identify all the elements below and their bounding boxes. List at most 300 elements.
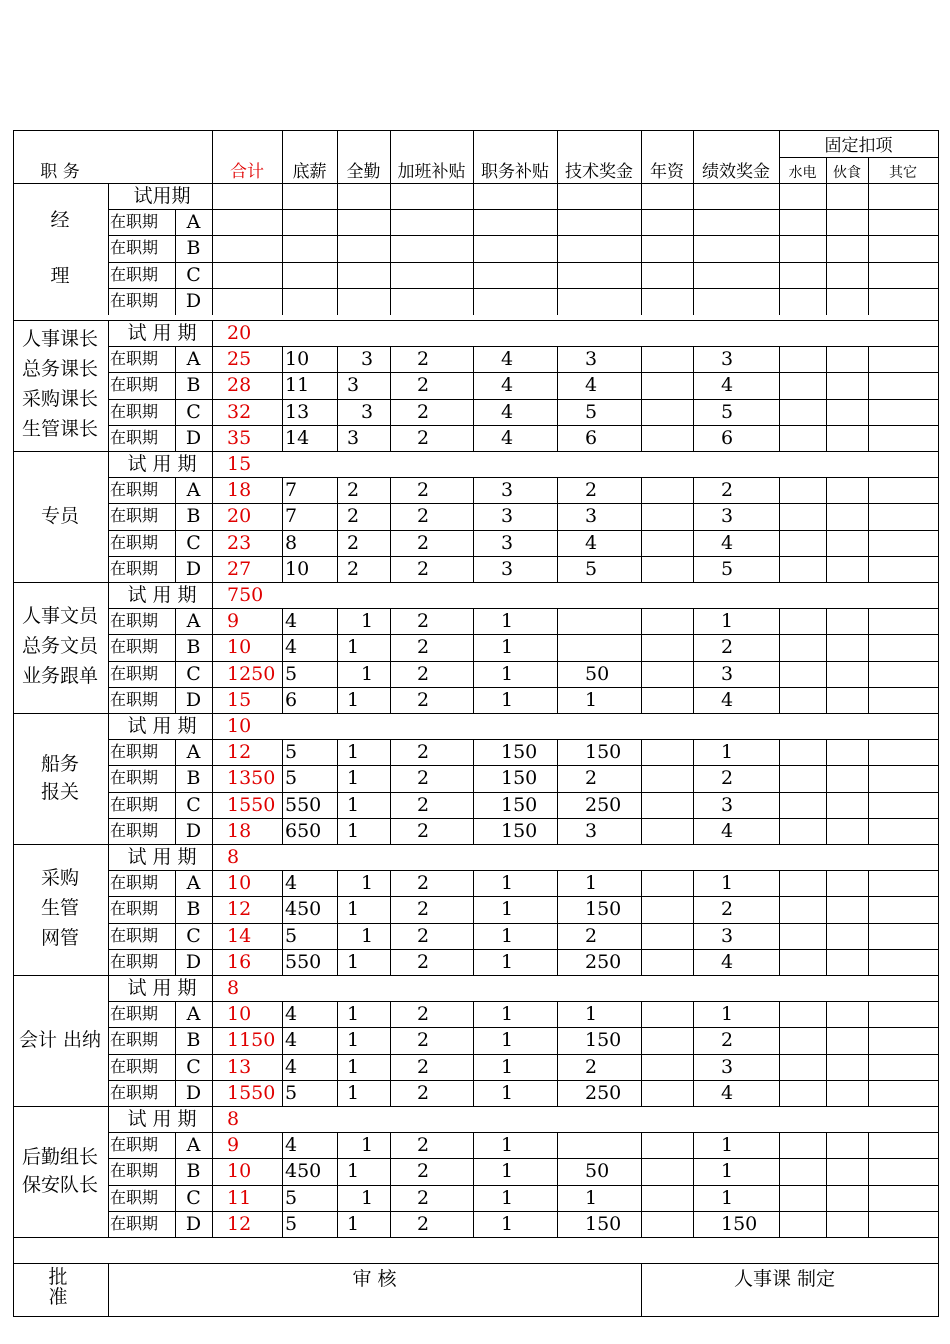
status-label: 在职期 bbox=[110, 375, 159, 394]
grade-label: C bbox=[186, 532, 201, 554]
cell-attend: 2 bbox=[347, 479, 360, 501]
cell-base: 5 bbox=[285, 925, 298, 947]
grid-line bbox=[108, 975, 109, 1107]
grid-line bbox=[641, 739, 642, 845]
cell-attend: 1 bbox=[347, 1003, 360, 1025]
cell-overtime: 2 bbox=[417, 741, 430, 763]
grid-line bbox=[390, 870, 391, 976]
grid-line bbox=[13, 1106, 939, 1107]
cell-tech: 250 bbox=[585, 951, 622, 973]
cell-tech: 1 bbox=[585, 1003, 598, 1025]
grid-line bbox=[337, 870, 338, 976]
grid-line bbox=[108, 765, 939, 766]
grid-line bbox=[826, 346, 827, 452]
grid-line bbox=[13, 183, 939, 184]
group-title-line: 人事文员 bbox=[21, 605, 99, 627]
row-total: 10 bbox=[227, 872, 252, 894]
grid-line bbox=[108, 503, 939, 504]
cell-overtime: 2 bbox=[417, 1082, 430, 1104]
grid-line bbox=[693, 870, 694, 976]
grade-label: B bbox=[186, 505, 201, 527]
row-total: 1550 bbox=[227, 794, 276, 816]
grid-line bbox=[693, 1001, 694, 1107]
probation-label: 试 用 期 bbox=[127, 1108, 197, 1130]
grid-line bbox=[826, 1001, 827, 1107]
grid-line bbox=[108, 209, 939, 210]
cell-tech: 4 bbox=[585, 532, 598, 554]
grid-line bbox=[641, 608, 642, 714]
cell-tech: 2 bbox=[585, 1056, 598, 1078]
status-label: 在职期 bbox=[110, 1214, 159, 1233]
grid-line bbox=[779, 608, 780, 714]
grade-label: A bbox=[186, 872, 201, 894]
cell-perf: 1 bbox=[721, 1187, 734, 1209]
header-col-0: 合计 bbox=[230, 162, 264, 182]
grade-label: C bbox=[186, 1187, 201, 1209]
grid-line bbox=[779, 130, 780, 184]
grid-line bbox=[390, 346, 391, 452]
grade-label: B bbox=[186, 1029, 201, 1051]
cell-perf: 4 bbox=[721, 951, 734, 973]
grid-line bbox=[337, 608, 338, 714]
row-total: 1150 bbox=[227, 1029, 276, 1051]
cell-base: 550 bbox=[285, 794, 322, 816]
cell-perf: 1 bbox=[721, 610, 734, 632]
probation-label: 试 用 期 bbox=[127, 715, 197, 737]
cell-duty: 1 bbox=[501, 1056, 514, 1078]
grid-line bbox=[108, 608, 939, 609]
grid-line bbox=[282, 477, 283, 583]
grade-label: B bbox=[186, 374, 201, 396]
grid-line bbox=[693, 130, 694, 184]
grid-line bbox=[337, 739, 338, 845]
status-label: 在职期 bbox=[110, 291, 159, 310]
cell-base: 450 bbox=[285, 1160, 322, 1182]
grade-label: C bbox=[186, 925, 201, 947]
row-total: 1250 bbox=[227, 663, 276, 685]
cell-tech: 2 bbox=[585, 479, 598, 501]
group-title-line: 后勤组长 bbox=[21, 1146, 99, 1168]
grid-line bbox=[175, 346, 176, 452]
probation-label: 试 用 期 bbox=[127, 322, 197, 344]
cell-base: 10 bbox=[285, 558, 310, 580]
cell-overtime: 2 bbox=[417, 663, 430, 685]
grid-line bbox=[473, 1132, 474, 1238]
group-title-line: 总务文员 bbox=[21, 635, 99, 657]
grade-label: A bbox=[186, 610, 201, 632]
grid-line bbox=[337, 130, 338, 184]
group-title-line: 经 bbox=[50, 209, 70, 231]
grid-line bbox=[390, 477, 391, 583]
status-label: 在职期 bbox=[110, 952, 159, 971]
grid-line bbox=[108, 687, 939, 688]
approve-label: 批 bbox=[48, 1266, 68, 1288]
cell-duty: 1 bbox=[501, 1160, 514, 1182]
grade-label: A bbox=[186, 1003, 201, 1025]
grade-label: D bbox=[185, 290, 202, 312]
grid-line bbox=[282, 346, 283, 452]
grid-line bbox=[557, 130, 558, 184]
cell-attend: 3 bbox=[361, 348, 374, 370]
cell-overtime: 2 bbox=[417, 505, 430, 527]
grid-line bbox=[108, 1132, 939, 1133]
grade-label: B bbox=[186, 1160, 201, 1182]
grid-line bbox=[108, 949, 939, 950]
cell-tech: 250 bbox=[585, 1082, 622, 1104]
status-label: 在职期 bbox=[110, 899, 159, 918]
status-label: 在职期 bbox=[110, 428, 159, 447]
cell-tech: 50 bbox=[585, 1160, 610, 1182]
grid-line bbox=[641, 183, 642, 315]
cell-duty: 1 bbox=[501, 636, 514, 658]
header-deductions-title: 固定扣项 bbox=[824, 136, 893, 156]
header-col-4: 职务补贴 bbox=[481, 162, 549, 182]
grid-line bbox=[175, 739, 176, 845]
grid-line bbox=[175, 1001, 176, 1107]
row-total: 23 bbox=[227, 532, 252, 554]
grid-line bbox=[13, 975, 939, 976]
grid-line bbox=[175, 209, 176, 315]
grid-line bbox=[108, 1080, 939, 1081]
grid-line bbox=[212, 320, 213, 452]
cell-duty: 1 bbox=[501, 951, 514, 973]
grid-line bbox=[108, 661, 939, 662]
grid-line bbox=[826, 608, 827, 714]
grid-line bbox=[13, 713, 939, 714]
status-label: 在职期 bbox=[110, 1030, 159, 1049]
grid-line bbox=[337, 183, 338, 315]
cell-perf: 1 bbox=[721, 741, 734, 763]
grade-label: C bbox=[186, 663, 201, 685]
cell-perf: 2 bbox=[721, 479, 734, 501]
header-col-1: 底薪 bbox=[292, 162, 327, 182]
probation-label: 试 用 期 bbox=[127, 846, 197, 868]
grid-line bbox=[779, 477, 780, 583]
cell-perf: 1 bbox=[721, 872, 734, 894]
grid-line bbox=[175, 477, 176, 583]
grid-line bbox=[13, 582, 939, 583]
cell-perf: 4 bbox=[721, 374, 734, 396]
grid-line bbox=[212, 1106, 213, 1238]
cell-duty: 1 bbox=[501, 925, 514, 947]
cell-attend: 3 bbox=[361, 401, 374, 423]
status-label: 在职期 bbox=[110, 265, 159, 284]
grid-line bbox=[473, 130, 474, 184]
grid-line bbox=[13, 1316, 939, 1317]
cell-base: 5 bbox=[285, 741, 298, 763]
grid-line bbox=[108, 923, 939, 924]
cell-overtime: 2 bbox=[417, 1160, 430, 1182]
row-total: 16 bbox=[227, 951, 252, 973]
cell-tech: 250 bbox=[585, 794, 622, 816]
cell-base: 5 bbox=[285, 1213, 298, 1235]
status-label: 在职期 bbox=[110, 506, 159, 525]
probation-total: 8 bbox=[227, 1108, 240, 1130]
group-title-line: 会计 出纳 bbox=[18, 1029, 102, 1051]
cell-perf: 6 bbox=[721, 427, 734, 449]
status-label: 在职期 bbox=[110, 742, 159, 761]
cell-duty: 1 bbox=[501, 689, 514, 711]
group-title-line: 船务 bbox=[40, 753, 80, 775]
grid-line bbox=[826, 477, 827, 583]
grid-line bbox=[693, 346, 694, 452]
status-label: 在职期 bbox=[110, 873, 159, 892]
grid-line bbox=[473, 870, 474, 976]
status-label: 在职期 bbox=[110, 1004, 159, 1023]
grid-line bbox=[390, 739, 391, 845]
probation-label: 试 用 期 bbox=[127, 977, 197, 999]
grid-line bbox=[108, 1054, 939, 1055]
grid-line bbox=[108, 1027, 939, 1028]
grid-line bbox=[557, 608, 558, 714]
cell-overtime: 2 bbox=[417, 348, 430, 370]
grid-line bbox=[868, 183, 869, 315]
status-label: 在职期 bbox=[110, 1135, 159, 1154]
cell-duty: 1 bbox=[501, 1134, 514, 1156]
group-title-line: 报关 bbox=[40, 781, 80, 803]
cell-attend: 1 bbox=[361, 1134, 374, 1156]
cell-tech: 6 bbox=[585, 427, 598, 449]
cell-attend: 1 bbox=[347, 820, 360, 842]
cell-perf: 3 bbox=[721, 794, 734, 816]
grid-line bbox=[13, 844, 939, 845]
status-label: 在职期 bbox=[110, 212, 159, 231]
cell-attend: 1 bbox=[361, 663, 374, 685]
group-title-line: 网管 bbox=[40, 927, 80, 949]
grid-line bbox=[390, 1001, 391, 1107]
grade-label: D bbox=[185, 1082, 202, 1104]
cell-base: 6 bbox=[285, 689, 298, 711]
grid-line bbox=[212, 183, 213, 315]
cell-attend: 1 bbox=[361, 872, 374, 894]
cell-perf: 4 bbox=[721, 532, 734, 554]
grade-label: A bbox=[186, 348, 201, 370]
grid-line bbox=[473, 477, 474, 583]
cell-duty: 1 bbox=[501, 1187, 514, 1209]
cell-base: 5 bbox=[285, 663, 298, 685]
cell-duty: 150 bbox=[501, 741, 538, 763]
cell-overtime: 2 bbox=[417, 689, 430, 711]
cell-overtime: 2 bbox=[417, 794, 430, 816]
cell-perf: 5 bbox=[721, 401, 734, 423]
cell-overtime: 2 bbox=[417, 767, 430, 789]
status-label: 在职期 bbox=[110, 480, 159, 499]
grid-line bbox=[175, 870, 176, 976]
cell-base: 4 bbox=[285, 872, 298, 894]
row-total: 1550 bbox=[227, 1082, 276, 1104]
cell-duty: 1 bbox=[501, 872, 514, 894]
status-label: 在职期 bbox=[110, 926, 159, 945]
cell-perf: 2 bbox=[721, 1029, 734, 1051]
probation-label: 试 用 期 bbox=[127, 453, 197, 475]
grid-line bbox=[868, 1132, 869, 1238]
grid-line bbox=[641, 346, 642, 452]
grid-line bbox=[473, 183, 474, 315]
header-deduction-1: 伙食 bbox=[833, 165, 861, 181]
cell-attend: 1 bbox=[347, 741, 360, 763]
grid-line bbox=[108, 582, 109, 714]
grid-line bbox=[108, 183, 109, 315]
grid-line bbox=[641, 870, 642, 976]
cell-perf: 5 bbox=[721, 558, 734, 580]
grid-line bbox=[108, 1158, 939, 1159]
cell-attend: 1 bbox=[347, 636, 360, 658]
grid-line bbox=[282, 870, 283, 976]
cell-base: 7 bbox=[285, 505, 298, 527]
cell-tech: 3 bbox=[585, 505, 598, 527]
grid-line bbox=[108, 320, 109, 452]
grid-line bbox=[212, 582, 213, 714]
cell-duty: 1 bbox=[501, 1029, 514, 1051]
cell-perf: 3 bbox=[721, 1056, 734, 1078]
grid-line bbox=[337, 346, 338, 452]
cell-duty: 3 bbox=[501, 505, 514, 527]
grid-line bbox=[693, 1132, 694, 1238]
grid-line bbox=[108, 262, 939, 263]
cell-tech: 50 bbox=[585, 663, 610, 685]
grid-line bbox=[557, 870, 558, 976]
cell-overtime: 2 bbox=[417, 479, 430, 501]
grid-line bbox=[337, 1132, 338, 1238]
grade-label: C bbox=[186, 794, 201, 816]
grid-line bbox=[779, 870, 780, 976]
grid-line bbox=[13, 1263, 939, 1264]
grade-label: B bbox=[186, 636, 201, 658]
row-total: 12 bbox=[227, 741, 252, 763]
cell-base: 10 bbox=[285, 348, 310, 370]
status-label: 在职期 bbox=[110, 533, 159, 552]
cell-attend: 1 bbox=[361, 925, 374, 947]
header-col-6: 年资 bbox=[650, 162, 684, 182]
grid-line bbox=[108, 556, 939, 557]
grid-line bbox=[641, 1132, 642, 1238]
grid-line bbox=[108, 634, 939, 635]
cell-attend: 3 bbox=[347, 374, 360, 396]
grid-line bbox=[868, 477, 869, 583]
cell-overtime: 2 bbox=[417, 1056, 430, 1078]
cell-perf: 4 bbox=[721, 820, 734, 842]
grade-label: D bbox=[185, 1213, 202, 1235]
cell-attend: 1 bbox=[347, 767, 360, 789]
header-col-7: 绩效奖金 bbox=[702, 162, 770, 182]
grid-line bbox=[212, 130, 213, 184]
cell-overtime: 2 bbox=[417, 1213, 430, 1235]
cell-overtime: 2 bbox=[417, 1029, 430, 1051]
row-total: 18 bbox=[227, 820, 252, 842]
grid-line bbox=[938, 130, 939, 1317]
cell-perf: 4 bbox=[721, 1082, 734, 1104]
cell-attend: 3 bbox=[347, 427, 360, 449]
cell-overtime: 2 bbox=[417, 1003, 430, 1025]
grid-line bbox=[390, 130, 391, 184]
group-title-line: 人事课长 bbox=[21, 328, 99, 350]
grid-line bbox=[641, 1263, 642, 1317]
grid-line bbox=[108, 1211, 939, 1212]
cell-overtime: 2 bbox=[417, 898, 430, 920]
grid-line bbox=[108, 818, 939, 819]
grid-line bbox=[826, 870, 827, 976]
group-title-line: 采购 bbox=[40, 867, 80, 889]
grid-line bbox=[337, 1001, 338, 1107]
grid-line bbox=[779, 346, 780, 452]
cell-overtime: 2 bbox=[417, 925, 430, 947]
group-title-line: 总务课长 bbox=[21, 358, 99, 380]
row-total: 27 bbox=[227, 558, 252, 580]
cell-perf: 1 bbox=[721, 1134, 734, 1156]
cell-duty: 1 bbox=[501, 663, 514, 685]
grade-label: A bbox=[186, 741, 201, 763]
grid-line bbox=[282, 183, 283, 315]
grid-line bbox=[641, 1001, 642, 1107]
grid-line bbox=[557, 1132, 558, 1238]
grid-line bbox=[108, 451, 109, 583]
grade-label: A bbox=[186, 1134, 201, 1156]
group-title-line: 生管 bbox=[40, 897, 80, 919]
probation-total: 750 bbox=[227, 584, 264, 606]
status-label: 在职期 bbox=[110, 1083, 159, 1102]
probation-total: 15 bbox=[227, 453, 252, 475]
status-label: 在职期 bbox=[110, 611, 159, 630]
status-label: 在职期 bbox=[110, 349, 159, 368]
header-deduction-0: 水电 bbox=[788, 165, 817, 181]
cell-duty: 3 bbox=[501, 479, 514, 501]
grid-line bbox=[868, 608, 869, 714]
cell-duty: 3 bbox=[501, 532, 514, 554]
cell-attend: 1 bbox=[347, 1029, 360, 1051]
grid-line bbox=[557, 477, 558, 583]
grid-line bbox=[13, 1237, 939, 1238]
status-label: 在职期 bbox=[110, 1057, 159, 1076]
row-total: 35 bbox=[227, 427, 252, 449]
row-total: 1350 bbox=[227, 767, 276, 789]
grid-line bbox=[108, 1263, 109, 1317]
grid-line bbox=[108, 425, 939, 426]
cell-base: 550 bbox=[285, 951, 322, 973]
cell-duty: 150 bbox=[501, 820, 538, 842]
grid-line bbox=[108, 844, 109, 976]
header-col-3: 加班补贴 bbox=[397, 162, 466, 182]
grade-label: B bbox=[186, 237, 201, 259]
grid-line bbox=[108, 739, 939, 740]
cell-base: 5 bbox=[285, 767, 298, 789]
grid-line bbox=[473, 346, 474, 452]
row-total: 32 bbox=[227, 401, 252, 423]
grid-line bbox=[282, 1001, 283, 1107]
grid-line bbox=[108, 288, 939, 289]
grade-label: C bbox=[186, 401, 201, 423]
cell-base: 13 bbox=[285, 401, 310, 423]
grid-line bbox=[641, 130, 642, 184]
grid-line bbox=[13, 130, 939, 131]
grade-label: D bbox=[185, 689, 202, 711]
grid-line bbox=[108, 713, 109, 845]
group-title-line: 业务跟单 bbox=[21, 665, 99, 687]
grid-line bbox=[868, 157, 869, 184]
status-label: 在职期 bbox=[110, 402, 159, 421]
cell-base: 650 bbox=[285, 820, 322, 842]
grid-line bbox=[108, 399, 939, 400]
grid-line bbox=[108, 1001, 939, 1002]
cell-tech: 2 bbox=[585, 767, 598, 789]
status-label: 在职期 bbox=[110, 690, 159, 709]
cell-base: 4 bbox=[285, 1134, 298, 1156]
cell-attend: 1 bbox=[361, 1187, 374, 1209]
grid-line bbox=[693, 183, 694, 315]
cell-overtime: 2 bbox=[417, 374, 430, 396]
review-label: 审 核 bbox=[352, 1268, 397, 1290]
cell-overtime: 2 bbox=[417, 532, 430, 554]
status-label: 在职期 bbox=[110, 559, 159, 578]
